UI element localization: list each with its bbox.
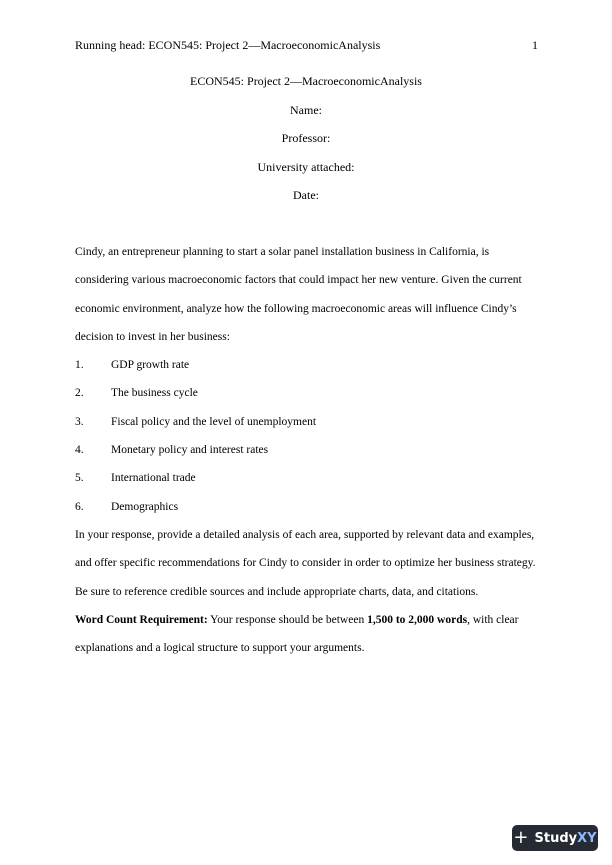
intro-paragraph: Cindy, an entrepreneur planning to start a solar panel installation business in California, is considering various macroeconomic factors that could impact her new venture. Given the current economic environment, analyze how the following macroeconomic areas will influence Cindy’s decision to invest in her business:: [75, 246, 522, 343]
list-text: The business cycle: [111, 387, 198, 400]
running-head: Running head: ECON545: Project 2—MacroeconomicAnalysis: [75, 38, 381, 52]
word-count-paragraph: [75, 606, 539, 663]
list-item: [75, 351, 539, 379]
plus-icon: +: [513, 827, 529, 848]
university-field: University attached:: [257, 160, 355, 174]
date-field: Date:: [293, 188, 319, 202]
studyxy-badge[interactable]: [512, 825, 598, 851]
page-header: [75, 38, 538, 53]
list-item: [75, 408, 539, 436]
professor-field: Professor:: [281, 131, 331, 145]
list-number: 1.: [75, 359, 84, 372]
word-count-text-start: Your response should be between: [207, 613, 368, 626]
list-item: [75, 464, 539, 492]
list-text: International trade: [111, 472, 196, 485]
list-number: 2.: [75, 387, 84, 400]
list-text: Demographics: [111, 500, 179, 513]
list-number: 4.: [75, 444, 84, 457]
list-text: Fiscal policy and the level of unemployment: [111, 415, 317, 428]
list-number: 6.: [75, 500, 84, 513]
factor-list: [75, 351, 539, 521]
list-text: Monetary policy and interest rates: [111, 444, 269, 457]
list-number: 3.: [75, 415, 84, 428]
name-field: Name:: [290, 103, 322, 117]
document-title: ECON545: Project 2—MacroeconomicAnalysis: [190, 74, 422, 88]
word-count-range: 1,500 to 2,000 words: [367, 613, 468, 626]
page-number: 1: [532, 38, 538, 52]
list-text: GDP growth rate: [111, 359, 190, 372]
brand-accent: XY: [577, 830, 597, 846]
list-item: [75, 436, 539, 464]
brand-name: [535, 831, 597, 846]
word-count-label: Word Count Requirement:: [75, 613, 208, 626]
word-count-text-end: , with clear explanations and a logical structure to support your arguments.: [75, 613, 519, 655]
brand-main: Study: [534, 830, 578, 846]
list-number: 5.: [75, 472, 84, 485]
list-item: [75, 379, 539, 407]
body-text: [75, 238, 539, 662]
list-item: [75, 493, 539, 521]
response-paragraph: In your response, provide a detailed analysis of each area, supported by relevant data and examples, and offer specific recommendations for Cindy to consider in order to optimize her business strategy. Be sure to reference credible sources and include appropriate charts, data, and citations.: [75, 528, 536, 598]
